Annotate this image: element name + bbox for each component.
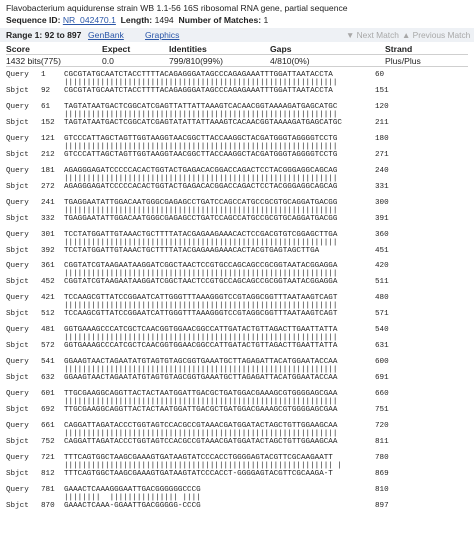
query-start: 601 bbox=[41, 390, 55, 398]
query-end: 360 bbox=[375, 230, 389, 239]
subject-end: 631 bbox=[375, 342, 389, 351]
query-label: Query bbox=[6, 134, 29, 143]
query-start: 721 bbox=[41, 453, 55, 462]
query-sequence: GTCCCATTAGCTAGTTGGTAAGGTAACGGCTTACCAAGGCTACGATGGGTAGGGGTCCTG bbox=[64, 134, 338, 143]
previous-match-button[interactable]: ▲ Previous Match bbox=[402, 30, 471, 40]
match-line: |||||||| ||||||||||||||| |||| bbox=[64, 493, 201, 502]
alignment-row-block bbox=[6, 358, 472, 384]
score-header: Score bbox=[6, 43, 102, 55]
query-label: Query bbox=[6, 421, 29, 430]
subject-label: Sbjct bbox=[6, 342, 29, 351]
subject-start: 452 bbox=[41, 278, 55, 287]
subject-label: Sbjct bbox=[6, 469, 29, 478]
query-sequence: CGGTATCGTAAGAATAAGGATCGGCTAACTCCGTGCCAGCAGCCGCGGTAATACGGAGGA bbox=[64, 262, 338, 271]
alignment-block bbox=[6, 71, 472, 533]
query-start: 241 bbox=[41, 198, 55, 207]
query-end: 540 bbox=[375, 326, 389, 335]
subject-start: 92 bbox=[41, 87, 51, 95]
subject-sequence: GTCCCATTAGCTAGTTGGTAAGGTAACGGCTTACCAAGGCTACGATGGGTAGGGGTCCTG bbox=[64, 150, 338, 159]
subject-end: 869 bbox=[375, 469, 389, 478]
query-end: 240 bbox=[375, 166, 389, 175]
alignment-row-block bbox=[6, 454, 472, 480]
query-start: 541 bbox=[41, 358, 55, 367]
subject-start: 812 bbox=[41, 469, 55, 478]
subject-start: 512 bbox=[41, 310, 55, 319]
sequence-id-link[interactable]: NR_042470.1 bbox=[62, 15, 116, 25]
query-label: Query bbox=[6, 166, 29, 175]
subject-sequence: TTGCGAAGGCAGGTTACTACTAATGGATTGACGCTGATGGACGAAAGCGTGGGGAGCGAA bbox=[64, 406, 338, 414]
subject-start: 692 bbox=[41, 406, 55, 414]
subject-sequence: GGTGAAAGCCCATCGCTCAACGGTGGAACGGCCATTGATACTGTTAGACTTGAATTATTA bbox=[64, 342, 338, 351]
query-label: Query bbox=[6, 390, 29, 398]
subject-sequence: TGAGGAATATTGGACAATGGGCGAGAGCCTGATCCAGCCATGCCGCGTGCAGGATGACGG bbox=[64, 214, 338, 223]
expect-header: Expect bbox=[102, 43, 169, 55]
score-value: 1432 bits(775) bbox=[6, 55, 102, 67]
query-end: 300 bbox=[375, 198, 389, 207]
query-start: 1 bbox=[41, 71, 46, 79]
match-line: |||||||||||||||||||||||||||||||||||||||||||||||||||||||||||| bbox=[64, 110, 338, 119]
query-label: Query bbox=[6, 262, 29, 271]
query-sequence: AGAGGGAGATCCCCCACACTGGTACTGAGACACGGACCAGACTCCTACGGGAGGCAGCAG bbox=[64, 166, 338, 175]
query-start: 421 bbox=[41, 294, 55, 303]
match-line: |||||||||||||||||||||||||||||||||||||||||||||||||||||||||||| bbox=[64, 334, 338, 343]
subject-sequence: CGCGTATGCAATCTACCTTTTACAGAGGGATAGCCCAGAGAAATTTGGATTAATACCTA bbox=[64, 87, 333, 95]
expect-value: 0.0 bbox=[102, 55, 169, 67]
query-label: Query bbox=[6, 358, 29, 367]
query-start: 181 bbox=[41, 166, 55, 175]
subject-end: 751 bbox=[375, 406, 389, 414]
query-label: Query bbox=[6, 198, 29, 207]
subject-label: Sbjct bbox=[6, 278, 29, 287]
subject-end: 897 bbox=[375, 501, 389, 510]
alignment-row-block bbox=[6, 390, 472, 416]
next-match-button[interactable]: ▼ Next Match bbox=[346, 30, 399, 40]
query-end: 420 bbox=[375, 262, 389, 271]
identities-header: Identities bbox=[169, 43, 270, 55]
gaps-header: Gaps bbox=[270, 43, 385, 55]
query-sequence: TAGTATAATGACTCGGCATCGAGTTATTATTAAAGTCACAACGGTAAAAGATGAGCATGC bbox=[64, 102, 338, 111]
query-start: 301 bbox=[41, 230, 55, 239]
match-line: |||||||||||||||||||||||||||||||||||||||||||||||||||||||||||| bbox=[64, 429, 338, 438]
match-line: ||||||||||||||||||||||||||||||||||||||||||||||||||||||||||| | bbox=[64, 461, 342, 470]
subject-label: Sbjct bbox=[6, 150, 29, 159]
subject-end: 571 bbox=[375, 310, 389, 319]
sequence-info-line bbox=[6, 15, 268, 25]
query-sequence: CGCGTATGCAATCTACCTTTTACAGAGGGATAGCCCAGAGAAATTTGGATTAATACCTA bbox=[64, 71, 333, 79]
alignment-row-block bbox=[6, 294, 472, 320]
graphics-link[interactable]: Graphics bbox=[145, 30, 180, 40]
match-line: |||||||||||||||||||||||||||||||||||||||||||||||||||||||||||| bbox=[64, 270, 338, 279]
subject-sequence: CGGTATCGTAAGAATAAGGATCGGCTAACTCCGTGCCAGCAGCCGCGGTAATACGGAGGA bbox=[64, 278, 338, 287]
alignment-stats-table bbox=[6, 43, 468, 67]
subject-label: Sbjct bbox=[6, 182, 29, 191]
match-line: |||||||||||||||||||||||||||||||||||||||||||||||||||||||||||| bbox=[64, 79, 338, 87]
subject-end: 691 bbox=[375, 374, 389, 383]
length-label: Length: bbox=[120, 15, 153, 25]
query-end: 60 bbox=[375, 71, 385, 79]
query-start: 481 bbox=[41, 326, 55, 335]
subject-label: Sbjct bbox=[6, 374, 29, 383]
query-end: 480 bbox=[375, 294, 389, 303]
subject-sequence: TCCTATGGATTGTAAACTGCTTTTATACGAGAAGAAACACTACGTGAGTAGCTTGA bbox=[64, 246, 320, 255]
match-line: |||||||||||||||||||||||||||||||||||||||||||||||||||||||||||| bbox=[64, 366, 338, 375]
query-sequence: TCCTATGGATTGTAAACTGCTTTTATACGAGAAGAAACACTCCGACGTGTCGGAGCTTGA bbox=[64, 230, 338, 239]
query-start: 781 bbox=[41, 485, 55, 494]
subject-end: 271 bbox=[375, 150, 389, 159]
matches-label: Number of Matches: bbox=[178, 15, 262, 25]
alignment-row-block bbox=[6, 167, 472, 193]
query-label: Query bbox=[6, 230, 29, 239]
match-line: |||||||||||||||||||||||||||||||||||||||||||||||||||||||||||| bbox=[64, 174, 338, 183]
subject-start: 392 bbox=[41, 246, 55, 255]
subject-start: 152 bbox=[41, 118, 55, 127]
subject-start: 332 bbox=[41, 214, 55, 223]
query-end: 180 bbox=[375, 134, 389, 143]
subject-label: Sbjct bbox=[6, 501, 29, 510]
query-sequence: TTGCGAAGGCAGGTTACTACTAATGGATTGACGCTGATGGACGAAAGCGTGGGGAGCGAA bbox=[64, 390, 338, 398]
subject-start: 632 bbox=[41, 374, 55, 383]
length-value: 1494 bbox=[154, 15, 174, 25]
alignment-row-block bbox=[6, 135, 472, 161]
alignment-row-block bbox=[6, 326, 472, 352]
query-label: Query bbox=[6, 485, 29, 494]
subject-sequence: TAGTATAATGACTCGGCATCGAGTATATTATTAAAGTCACAACGGTAAAAGATGAGCATGC bbox=[64, 118, 342, 127]
subject-label: Sbjct bbox=[6, 214, 29, 223]
subject-end: 151 bbox=[375, 87, 389, 95]
subject-end: 811 bbox=[375, 437, 389, 446]
gaps-value: 4/810(0%) bbox=[270, 55, 385, 67]
subject-label: Sbjct bbox=[6, 87, 29, 95]
query-sequence: TGAGGAATATTGGACAATGGGCGAGAGCCTGATCCAGCCATGCCGCGTGCAGGATGACGG bbox=[64, 198, 338, 207]
subject-label: Sbjct bbox=[6, 310, 29, 319]
query-sequence: TCCAAGCGTTATCCGGAATCATTGGGTTTAAAGGGTCCGTAGGCGGTTTAATAAGTCAGT bbox=[64, 294, 338, 303]
subject-end: 211 bbox=[375, 118, 389, 127]
subject-end: 331 bbox=[375, 182, 389, 191]
query-end: 720 bbox=[375, 421, 389, 430]
match-line: |||||||||||||||||||||||||||||||||||||||||||||||||||||||||||| bbox=[64, 142, 338, 151]
alignment-row-block bbox=[6, 199, 472, 225]
subject-end: 451 bbox=[375, 246, 389, 255]
alignment-row-block bbox=[6, 103, 472, 129]
subject-label: Sbjct bbox=[6, 118, 29, 127]
query-start: 361 bbox=[41, 262, 55, 271]
query-start: 121 bbox=[41, 134, 55, 143]
subject-start: 212 bbox=[41, 150, 55, 159]
match-line: |||||||||||||||||||||||||||||||||||||||||||||||||||||||||||| bbox=[64, 302, 338, 311]
alignment-row-block bbox=[6, 231, 472, 257]
subject-start: 572 bbox=[41, 342, 55, 351]
range-bar bbox=[0, 28, 474, 42]
query-sequence: GAAACTCAAAGGGAATTGACGGGGGGCCCG bbox=[64, 485, 201, 494]
subject-end: 511 bbox=[375, 278, 389, 287]
subject-start: 272 bbox=[41, 182, 55, 191]
query-end: 600 bbox=[375, 358, 389, 367]
query-end: 660 bbox=[375, 390, 389, 398]
identities-value: 799/810(99%) bbox=[169, 55, 270, 67]
subject-sequence: CAGGATTAGATACCCTGGTAGTCCACGCCGTAAACGATGGATACTAGCTGTTGGAAGCAA bbox=[64, 437, 338, 446]
subject-label: Sbjct bbox=[6, 246, 29, 255]
query-label: Query bbox=[6, 102, 29, 111]
query-sequence: GGAAGTAACTAGAATATGTAGTGTAGCGGTGAAATGCTTAGAGATTACATGGAATACCAA bbox=[64, 358, 338, 367]
query-sequence: GGTGAAAGCCCATCGCTCAACGGTGGAACGGCCATTGATACTGTTAGACTTGAATTATTA bbox=[64, 326, 338, 335]
matches-value: 1 bbox=[263, 15, 269, 25]
subject-sequence: AGAGGGAGATCCCCCACACTGGTACTGAGACACGGACCAGACTCCTACGGGAGGCAGCAG bbox=[64, 182, 338, 191]
alignment-row-block bbox=[6, 262, 472, 288]
match-line: |||||||||||||||||||||||||||||||||||||||||||||||||||||||||||| bbox=[64, 206, 338, 215]
alignment-row-block bbox=[6, 486, 472, 512]
match-line: |||||||||||||||||||||||||||||||||||||||||||||||||||||||||||| bbox=[64, 238, 338, 247]
range-label: Range 1: 92 to 897 bbox=[6, 30, 82, 40]
query-label: Query bbox=[6, 453, 29, 462]
match-line: |||||||||||||||||||||||||||||||||||||||||||||||||||||||||||| bbox=[64, 398, 338, 406]
strand-header: Strand bbox=[385, 43, 468, 55]
query-label: Query bbox=[6, 294, 29, 303]
query-sequence: CAGGATTAGATACCCTGGTAGTCCACGCCGTAAACGATGGATACTAGCTGTTGGAAGCAA bbox=[64, 421, 338, 430]
subject-sequence: TCCAAGCGTTATCCGGAATCATTGGGTTTAAAGGGTCCGTAGGCGGTTTAATAAGTCAGT bbox=[64, 310, 338, 319]
subject-label: Sbjct bbox=[6, 406, 29, 414]
query-label: Query bbox=[6, 71, 29, 79]
sequence-id-label: Sequence ID: bbox=[6, 15, 61, 25]
sequence-title: Flavobacterium aquidurense strain WB 1.1-56 16S ribosomal RNA gene, partial sequence bbox=[6, 3, 348, 13]
query-end: 810 bbox=[375, 485, 389, 494]
subject-label: Sbjct bbox=[6, 437, 29, 446]
subject-sequence: TTTCAGTGGCTAAGCGAAAGTGATAAGTATCCCACCT-GGGGAGTACGTTCGCAAGA-T bbox=[64, 469, 333, 478]
alignment-row-block bbox=[6, 71, 472, 97]
query-label: Query bbox=[6, 326, 29, 335]
subject-sequence: GGAAGTAACTAGAATATGTAGTGTAGCGGTGAAATGCTTAGAGATTACATGGAATACCAA bbox=[64, 374, 338, 383]
subject-end: 391 bbox=[375, 214, 389, 223]
subject-sequence: GAAACTCAAA-GGAATTGACGGGGG-CCCG bbox=[64, 501, 201, 510]
subject-start: 752 bbox=[41, 437, 55, 446]
query-end: 780 bbox=[375, 453, 389, 462]
strand-value: Plus/Plus bbox=[385, 55, 468, 67]
query-end: 120 bbox=[375, 102, 389, 111]
genbank-link[interactable]: GenBank bbox=[88, 30, 124, 40]
alignment-row-block bbox=[6, 422, 472, 448]
query-sequence: TTTCAGTGGCTAAGCGAAAGTGATAAGTATCCCACCTGGGGAGTACGTTCGCAAGAATT bbox=[64, 453, 333, 462]
subject-start: 870 bbox=[41, 501, 55, 510]
query-start: 61 bbox=[41, 102, 51, 111]
query-start: 661 bbox=[41, 421, 55, 430]
